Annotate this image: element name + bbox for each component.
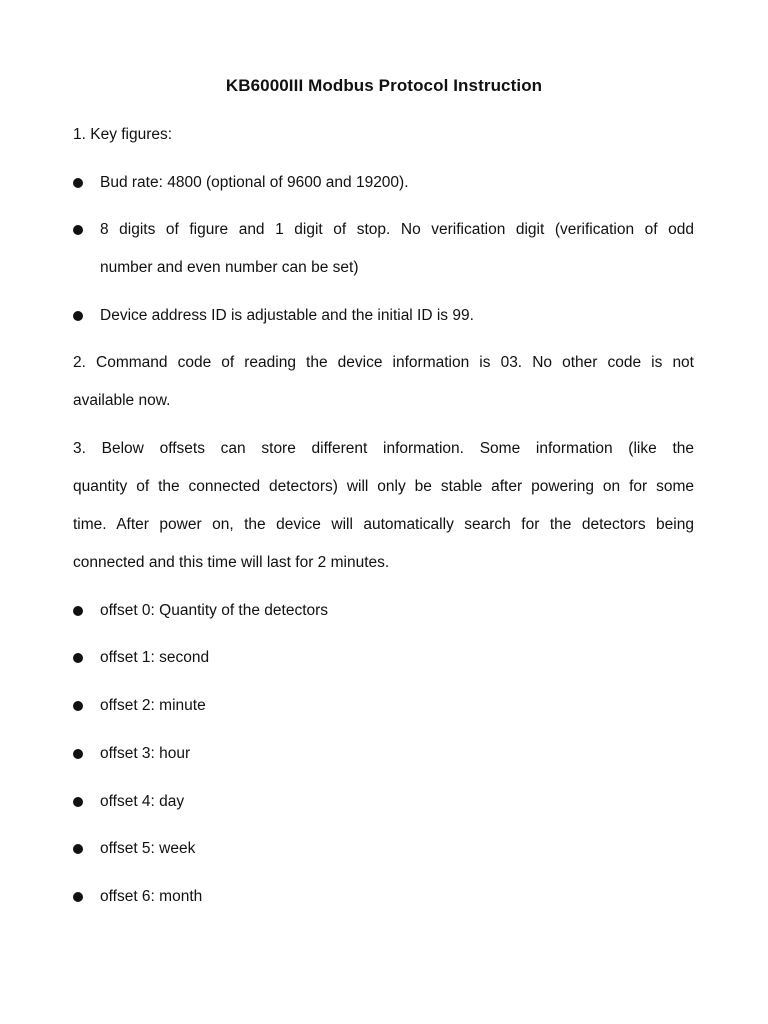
bullet-dot-icon xyxy=(73,844,83,854)
bullet-data-bits xyxy=(73,220,694,240)
bullet-text: 8 digits of figure and 1 digit of stop. No verification digit (verification of odd xyxy=(100,221,694,238)
section-3-line: connected and this time will last for 2 minutes. xyxy=(73,554,390,571)
section-2-line: 2. Command code of reading the device information is 03. No other code is not xyxy=(73,354,694,371)
section-3-line: quantity of the connected detectors) will only be stable after powering on for some xyxy=(73,478,694,495)
offset-text: offset 6: month xyxy=(100,888,203,905)
bullet-dot-icon xyxy=(73,311,83,321)
bullet-dot-icon xyxy=(73,653,83,663)
bullet-dot-icon xyxy=(73,178,83,188)
bullet-dot-icon xyxy=(73,606,83,616)
bullet-dot-icon xyxy=(73,749,83,759)
bullet-text: Device address ID is adjustable and the initial ID is 99. xyxy=(100,307,474,324)
section-2-line: available now. xyxy=(73,392,171,409)
section-3-line: 3. Below offsets can store different information. Some information (like the xyxy=(73,440,694,457)
offset-text: offset 0: Quantity of the detectors xyxy=(100,602,329,619)
bullet-dot-icon xyxy=(73,892,83,902)
document-title: KB6000III Modbus Protocol Instruction xyxy=(225,76,543,95)
bullet-text: Bud rate: 4800 (optional of 9600 and 19200). xyxy=(100,174,409,191)
bullet-dot-icon xyxy=(73,225,83,235)
offset-text: offset 1: second xyxy=(100,649,210,666)
section-3-line: time. After power on, the device will automatically search for the detectors being xyxy=(73,516,694,533)
offset-text: offset 3: hour xyxy=(100,745,191,762)
section-1-heading: 1. Key figures: xyxy=(73,126,173,143)
bullet-dot-icon xyxy=(73,797,83,807)
bullet-dot-icon xyxy=(73,701,83,711)
offset-text: offset 4: day xyxy=(100,793,185,810)
bullet-text-continuation: number and even number can be set) xyxy=(100,259,359,276)
offset-text: offset 5: week xyxy=(100,840,196,857)
offset-text: offset 2: minute xyxy=(100,697,206,714)
